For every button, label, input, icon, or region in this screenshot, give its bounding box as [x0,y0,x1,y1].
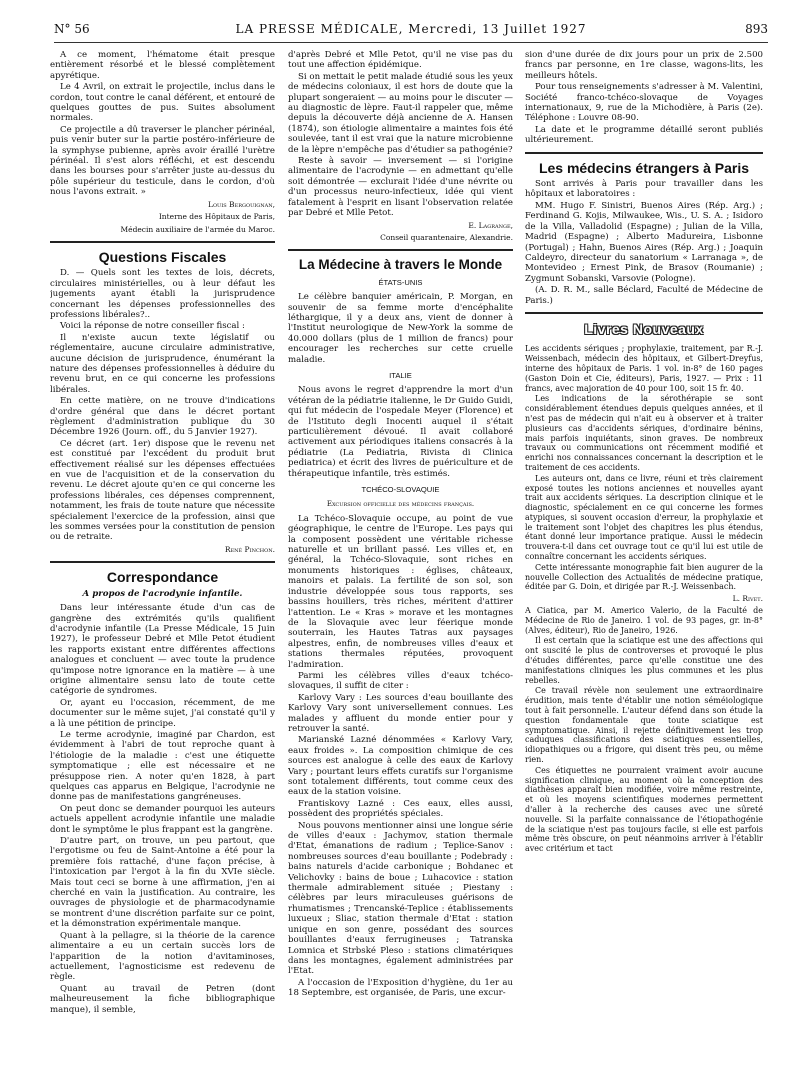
paragraph: Voici la réponse de notre conseiller fiscal : [60,321,245,332]
paragraph: D'autre part, on trouve, un peu partout, que l'ergotisme ou feu de Saint-Antoine a été pour la première fois rattaché, d'une façon précise, à l'intoxication par l'ergot à la fin du XVIe siècle. Mais tout ceci se borne à une affirmation, j'en ai cherché en vain la justification. Au contraire, les ouvrages de physiologie et de pharmacodynamie se montrent d'une discrétion parfaite sur ce point, et la démonstration expérimentale manque. [50,836,275,930]
book-entry: A Ciatica, par M. Americo Valerio, de la Faculté de Médecine de Rio de Janeiro. 1 vol. de 93 pages, gr. in-8° (Alves, éditeur), Rio de Janeiro, 1926. [525,606,763,635]
paragraph: Cette intéressante monographie fait bien augurer de la nouvelle Collection des Actualités de médecine pratique, éditée par G. Doin, et dirigée par R.-J. Weissenbach. [525,562,763,592]
paragraph: Ce projectile a dû traverser le plancher périnéal, puis venir buter sur la partie postéro-inférieure de la symphyse pubienne, après avoir éraillé l'urètre périnéal. Il s'est alors réfléchi, et est descendu dans les bourses pour s'arrêter juste au-dessus du pôle supérieur du testicule, dans le cordon, d'où nous l'avons extrait. » [50,124,275,198]
paragraph: (A. D. R. M., salle Béclard, Faculté de Médecine de Paris.) [525,285,763,306]
paragraph: Pour tous renseignements s'adresser à M. Valentini, Société franco-tchéco-slovaque de Voyages internationaux, 9, rue de la Michodière, à Paris (2e). Téléphone : Louvre 08-90. [525,82,763,124]
section-title-fiscal: Questions Fiscales [98,248,227,265]
paragraph: Ces étiquettes ne pourraient vraiment avoir aucune signification clinique, au moment où la conception des diathèses apparaît bien modifiée, voire même restreinte, et où les moyens scientifiques modernes permettent d'aller à la recherche des causes avec une sûreté nouvelle. Si la parfaite connaissance de l'étiopathogénie de la sciatique n'est pas toujours facile, si elle est parfois même très obscure, on peut néanmoins arriver à l'établir avec critérium et tact [525,765,763,854]
paragraph: MM. Hugo F. Sinistri, Buenos Aires (Rép. Arg.) ; Ferdinand G. Kojis, Milwaukee, Wis., U. S. A. ; Isidoro de la Villa, Valladolid (Espagne) ; Julian de la Villa, Madrid (Espagne) ; Alberto Madureira, Lisbonne (Portugal) ; Hahn, Buenos Aires (Rép. Arg.) ; Joaquin Caldeyro, directeur du sanatorium « Larranaga », de Montevideo ; Ernest Pink, de Brasov (Roumanie) ; Zygmunt Sobanski, Varsovie (Pologne). [525,200,763,284]
paragraph: Karlovy Vary : Les sources d'eau bouillante des Karlovy Vary sont universellement connues. Les malades y affluent du monde entier pour y retrouver la santé. [288,692,513,734]
paragraph: Le célèbre banquier américain, P. Morgan, en souvenir de sa femme morte d'encéphalite léthargique, il y a deux ans, vient de donner à l'Institut neurologique de New-York la somme de 40.000 dollars (plus de 1 million de francs) pour encourager les recherches sur cette cruelle maladie. [288,292,513,365]
page-header [54,22,768,43]
signature-title: Médecin auxiliaire de l'armée du Maroc. [120,224,275,234]
subtitle: A propos de l'acrodynie infantile. [82,588,243,599]
paragraph: Ce travail révèle non seulement une extraordinaire érudition, mais tente d'établir une notion séméiologique tout à fait personnelle. L'auteur défend dans son étude la question fondamentale que toute sciatique est symptomatique. Ainsi, il rejette définitivement les trop caduques classifications des sciatiques essentielles, idiopathiques ou a frigore, qui disent très peu, ou même rien. [525,686,763,765]
signature-title: Interne des Hôpitaux de Paris, [158,212,275,222]
paragraph: Marianské Lazné dénommées « Karlovy Vary, eaux froides ». La composition chimique de ces sources est analogue à celle des eaux de Karlovy Vary ; pourtant leurs effets curatifs sur l'organisme sont totalement différents, tout comme ceux des eaux de la station voisine. [288,735,513,798]
paragraph: Parmi les célèbres villes d'eaux tchéco-slovaques, il suffit de citer : [288,670,513,692]
signature: L. Rivet. [732,594,763,604]
page-number: 893 [745,22,768,36]
paragraph: Reste à savoir — inversement — si l'origine alimentaire de l'acrodynie — en admettant qu'elle soit démontrée — exclurait l'idée d'une névrite ou d'un processus neuro-infectieux, idée qui vient fatalement à l'esprit en lisant l'observation relatée par Debré et Mlle Petot. [288,156,513,219]
paragraph: Frantiskovy Lazné : Ces eaux, elles aussi, possèdent des propriétés spéciales. [288,798,513,820]
journal-title: LA PRESSE MÉDICALE, Mercredi, 13 Juillet 1927 [235,22,587,36]
paragraph: A ce moment, l'hématome était presque entièrement résorbé et le blessé complètement apyrétique. [50,50,275,81]
subheading: Excursion officielle des médecins français. [326,500,475,509]
paragraph: Quant à la pellagre, si la théorie de la carence alimentaire a eu un certain succès lors de l'apparition de la notion d'avitaminoses, actuellement, l'agnosticisme est redevenu de règle. [50,930,275,983]
section-title-medecins-etrangers: Les médecins étrangers à Paris [538,159,750,176]
section-title-livres: Livres Nouveaux [584,320,704,337]
paragraph: sion d'une durée de dix jours pour un prix de 2.500 francs par personne, en 1re classe, wagons-lits, les meilleurs hôtels. [525,50,763,81]
country-heading: ITALIE [389,370,412,380]
paragraph: La Tchéco-Slovaquie occupe, au point de vue géographique, le centre de l'Europe. Les pays qui la composent possèdent une véritable richesse naturelle et un brillant passé. Les villes et, en général, la Tchéco-Slovaquie, sont riches en monuments historiques : églises, châteaux, manoirs et palais. La fertilité de son sol, son industrie développée sous tous rapports, ses bassins houillers, très riches, méritent d'attirer l'attention. Le « Kras » morave et les montagnes de la Slovaquie avec leur féerique monde souterrain, les Hautes Tatras aux paysages alpestres, enfin, de nombreuses villes d'eaux et stations thermales réputées, provoquent l'admiration. [288,513,513,670]
paragraph: Nous avons le regret d'apprendre la mort d'un vétéran de la pédiatrie italienne, le Dr Guido Guidi, qui fut médecin de l'ospedale Meyer (Florence) et de l'Istituto degli Inocenti auquel il s'était particulièrement dévoué. Il avait collaboré activement aux périodiques italiens consacrés à la pédiatrie (La Pediatria, Rivista di Clinica pediatrica) et écrit des livres de puériculture et de thérapeutique infantile, très estimés. [288,385,513,479]
paragraph: Le terme acrodynie, imaginé par Chardon, est évidemment à l'abri de tout reproche quant à l'étiologie de la maladie : c'est une étiquette symptomatique ; elle est nécessaire et ne présuppose rien. A noter qu'en 1828, à part quelques cas apparus en Belgique, l'acrodynie ne donne pas de manifestations gangréneuses. [50,729,275,803]
paragraph: Ce décret (art. 1er) dispose que le revenu net est constitué par l'excédent du produit brut effectivement réalisé sur les dépenses effectuées en vue de l'acquisition et de la conservation du revenu. Le décret ajoute qu'en ce qui concerne les professions libérales, ces dépenses comprennent, notamment, les frais de toute nature que nécessite spécialement l'exercice de la profession, ainsi que les sommes versées pour la constitution de pension ou de retraite. [50,438,275,543]
paragraph: Les auteurs ont, dans ce livre, réuni et très clairement exposé toutes les notions anciennes et nouvelles ayant trait aux accidents sériques. La description clinique et le diagnostic, spécialement en ce qui concerne les formes atypiques, si souvent occasion d'erreur, la prophylaxie et le traitement sont l'objet des chapitres les plus étendus, étant donné leur importance pratique. Aussi le médecin trouvera-t-il dans cet ouvrage tout ce qu'il lui est utile de connaître concernant les accidents sériques. [525,473,763,562]
divider [50,241,275,243]
book-entry: Les accidents sériques ; prophylaxie, traitement, par R.-J. Weissenbach, médecin des hôpitaux, et Gilbert-Dreyfus, interne des hôpitaux de Paris. 1 vol. in-8° de 160 pages (Gaston Doin et Cie, éditeurs), Paris, 1927. — Prix : 11 francs, avec majoration de 40 pour 100, soit 15 fr. 40. [525,344,763,393]
issue-number: N° 56 [54,22,90,36]
paragraph: Si on mettait le petit malade étudié sous les yeux de médecins coloniaux, il est hors de doute que la plupart songeraient — au moins pour le discuter — au diagnostic de lèpre. Faut-il rappeler que, même depuis la découverte déjà ancienne de A. Hansen (1874), son étiologie alimentaire a maintes fois été soulevée, tant il est vrai que la nature microbienne de la lèpre n'empêche pas d'étudier sa pathogénie? [288,71,513,155]
paragraph: Il n'existe aucun texte législatif ou réglementaire, aucune circulaire administrative, aucune décision de jurisprudence, énumérant la nature des dépenses professionnelles à déduire du revenu brut, en ce qui concerne les professions libérales. [50,332,275,395]
paragraph: Or, ayant eu l'occasion, récemment, de me documenter sur le même sujet, j'ai constaté qu'il y a là une pétition de principe. [50,697,275,729]
divider [525,152,763,154]
paragraph: D. — Quels sont les textes de lois, décrets, circulaires ministérielles, ou à leur défaut les jugements ayant établi la jurisprudence concernant les dépenses professionnelles des professions libérales?.. [50,268,275,320]
paragraph: A l'occasion de l'Exposition d'hygiène, du 1er au 18 Septembre, est organisée, de Paris, une excur- [288,977,513,999]
divider [50,561,275,563]
book-reviews [525,344,763,854]
paragraph: Il est certain que la sciatique est une des affections qui ont suscité le plus de controverses et provoqué le plus d'études différentes, parce qu'elle constitue une des manifestations cliniques les plus communes et les plus rebelles. [525,636,763,685]
signature: E. Lagrange, [468,220,513,230]
signature-title: Conseil quarantenaire, Alexandrie. [380,232,513,242]
section-title-correspondance: Correspondance [106,569,219,586]
paragraph: Les indications de la sérothérapie se sont considérablement étendues depuis quelques années, et il n'est pas de médecin qui n'ait eu à observer et à traiter plusieurs cas d'accidents sériques, d'ordinaire bénins, mais parfois inquiétants, sinon graves. De nombreux travaux ou communications ont récemment modifié et enrichi nos connaissances concernant la description et le traitement de ces accidents. [525,394,763,472]
paragraph: En cette matière, on ne trouve d'indications d'ordre général que dans le décret portant règlement d'administration publique du 30 Décembre 1926 (Journ. off., du 5 Janvier 1927). [50,396,275,438]
paragraph: Quant au travail de Petren (dont malheureusement la fiche bibliographique manque), il semble, [50,983,275,1015]
divider [288,249,513,251]
paragraph: La date et le programme détaillé seront publiés ultérieurement. [525,124,763,146]
signature: René Pinchon. [224,544,275,554]
column-middle [288,50,513,1000]
signature: Louis Bergouignan, [207,199,275,209]
paragraph: Dans leur intéressante étude d'un cas de gangrène des extrémités qu'ils qualifient d'acrodynie infantile (La Presse Médicale, 15 Juin 1927), le professeur Debré et Mlle Petot étudient les rapports existant entre différentes affections analogues et concluent — avec toute la prudence qu'impose notre ignorance en la matière — à une origine alimentaire sensu lato de toute cette catégorie de syndromes. [50,603,275,697]
paragraph: Sont arrivés à Paris pour travailler dans les hôpitaux et laboratoires : [525,179,763,200]
column-left [50,50,275,1016]
country-heading: TCHÉCO-SLOVAQUIE [361,485,440,495]
paragraph: d'après Debré et Mlle Petot, qu'il ne vise pas du tout une affection épidémique. [288,50,513,71]
section-title-medecine-monde: La Médecine à travers le Monde [298,257,503,273]
country-heading: ÉTATS-UNIS [378,277,423,287]
paragraph: On peut donc se demander pourquoi les auteurs actuels appellent acrodynie infantile une maladie dont le symptôme le plus frappant est la gangrène. [50,803,275,835]
divider [525,312,763,314]
column-right [525,50,763,855]
paragraph: Le 4 Avril, on extrait le projectile, inclus dans le cordon, tout contre le canal déférent, et entouré de quelques gouttes de pus. Suites absolument normales. [50,82,275,124]
paragraph: Nous pouvons mentionner ainsi une longue série de villes d'eaux : Jachymov, station thermale d'Etat, émanations de radium ; Teplice-Sanov : nombreuses sources d'eau bouillante ; Podebrady : bains naturels d'acide carbonique ; Bohdanec et Velichovky : bains de boue ; Luhacovice : station thermale admirablement située ; Piestany : célèbres par leurs miraculeuses guérisons de rhumatismes ; Trencanské-Teplice : établissements luxueux ; Sliac, station thermale d'Etat : station unique en son genre, possédant des sources bouillantes d'eaux ferrugineuses ; Tatranska Lomnica et Strbské Pleso : stations climatériques dans les montagnes, également administrées par l'Etat. [288,820,513,977]
